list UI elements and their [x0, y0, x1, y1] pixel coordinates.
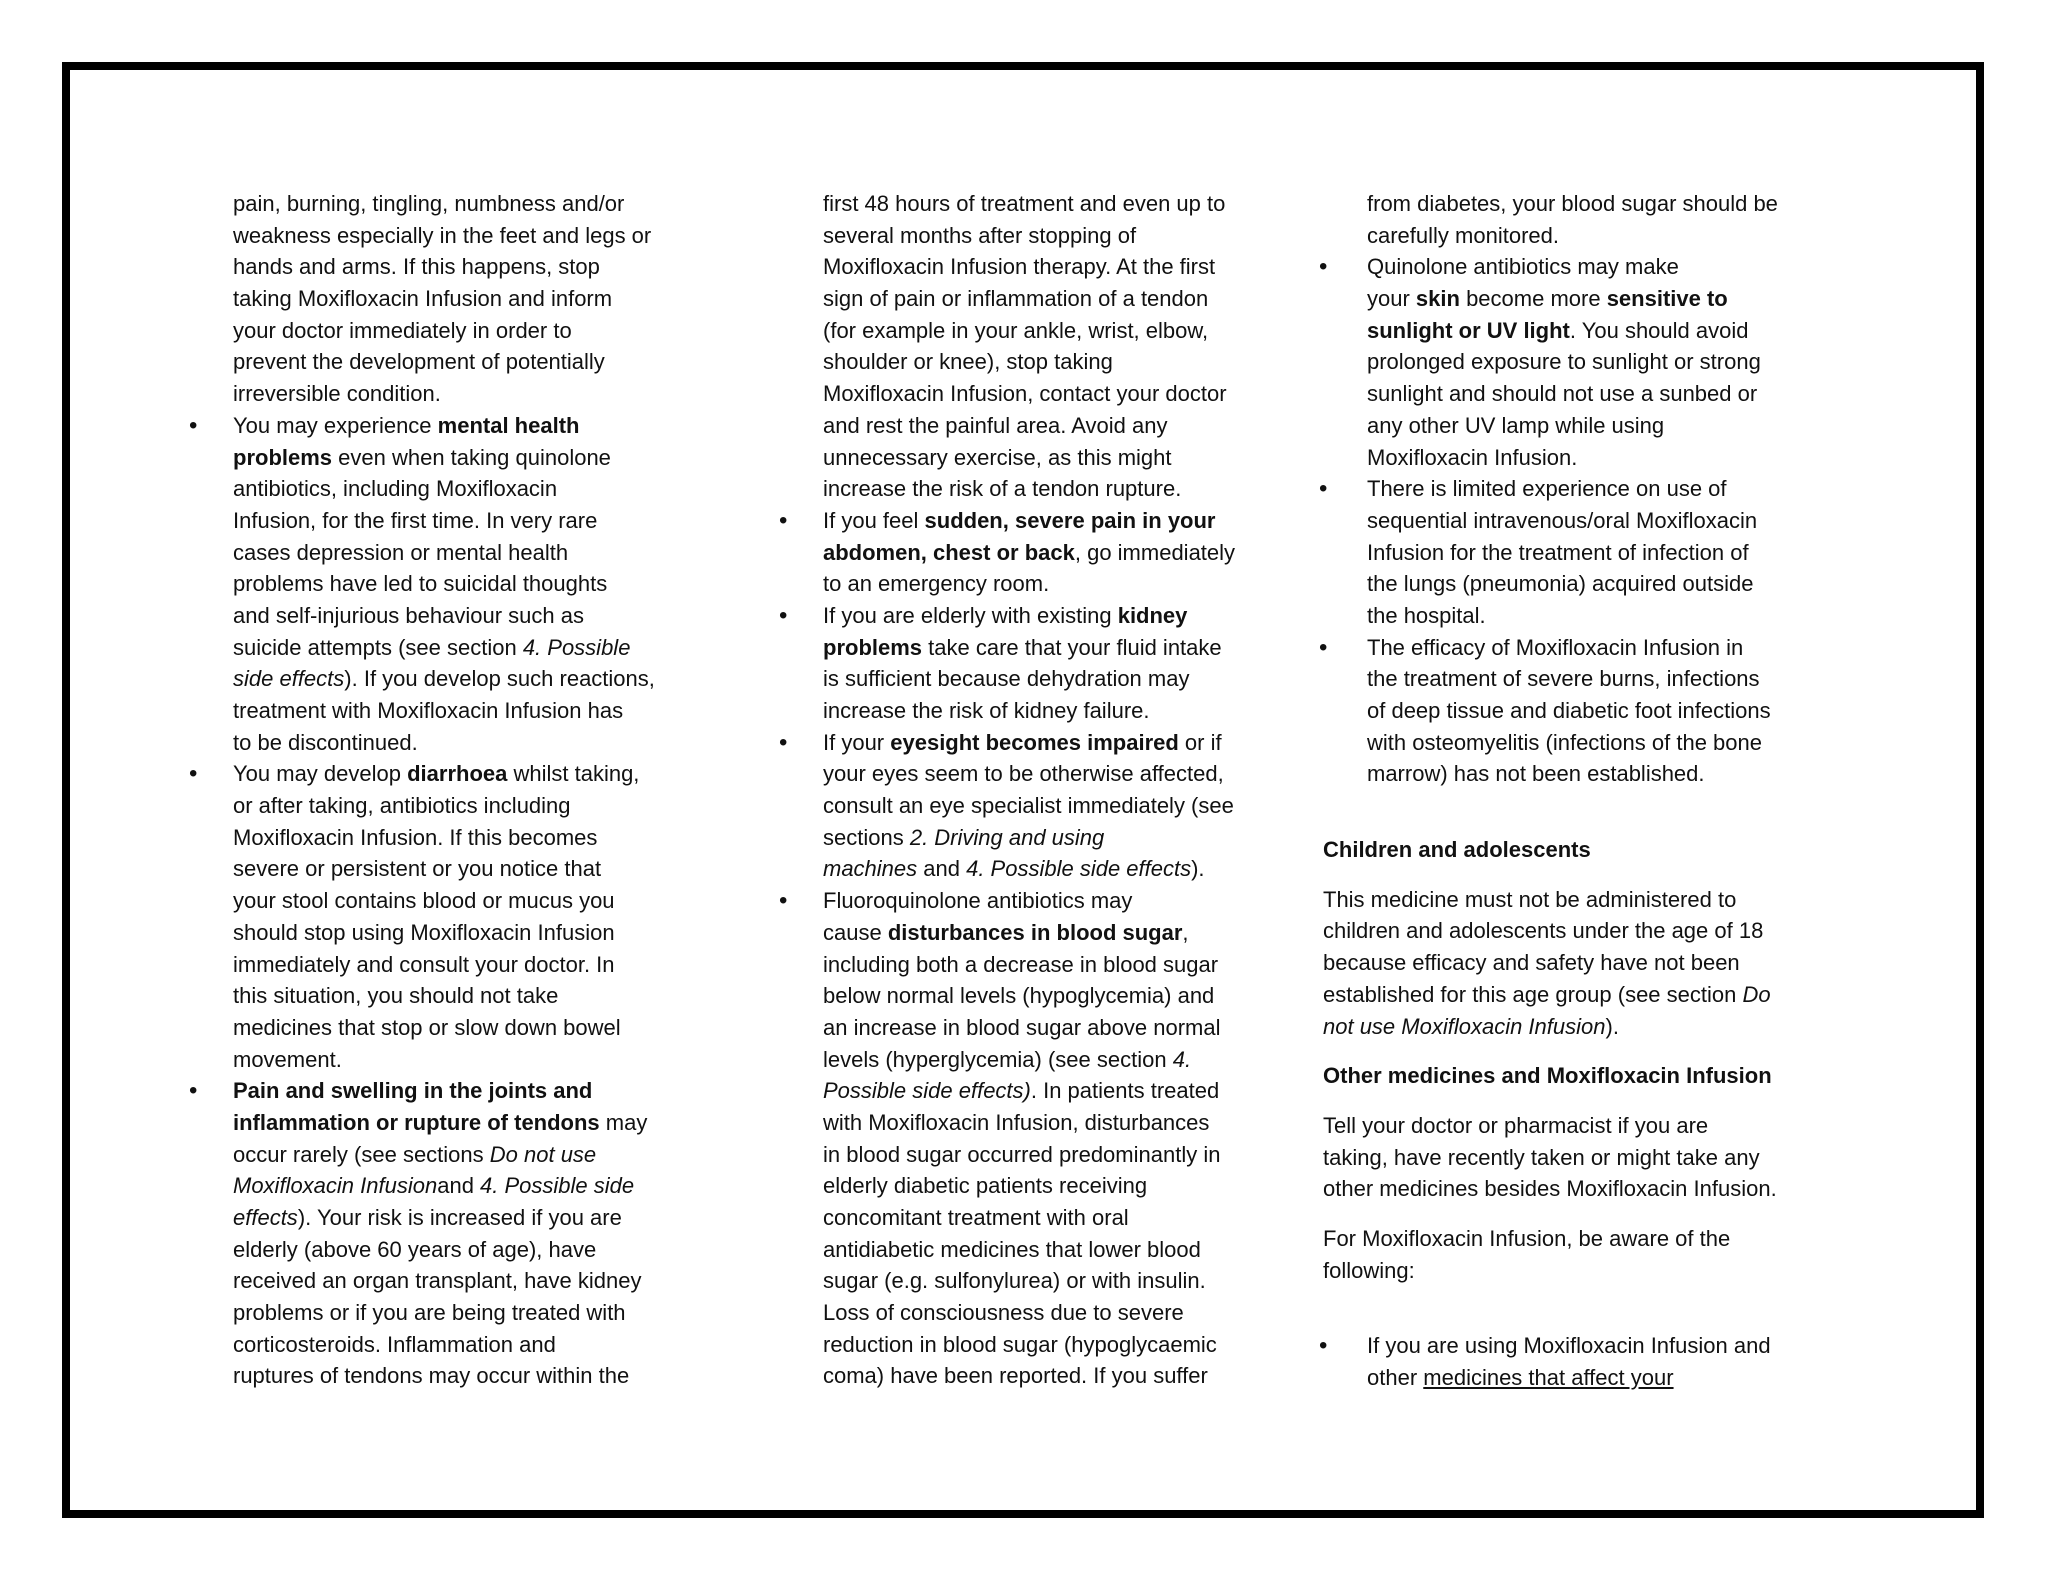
text-line	[1367, 758, 1877, 790]
text-run: an increase in blood sugar above normal	[823, 1014, 1221, 1040]
text-run: sequential intravenous/oral Moxifloxacin	[1367, 507, 1758, 533]
spacer	[1367, 866, 1877, 884]
text-run: sudden, severe pain in your	[924, 507, 1216, 533]
text-line	[233, 1329, 683, 1361]
bullet-line	[233, 410, 683, 442]
text-line	[1367, 695, 1877, 727]
text-line	[233, 917, 683, 949]
column-left	[233, 188, 683, 1392]
text-line	[1367, 568, 1877, 600]
text-run: Fluoroquinolone antibiotics may	[823, 888, 1133, 914]
text-run: in blood sugar occurred predominantly in	[823, 1141, 1221, 1167]
paragraph-line	[1323, 1060, 1877, 1092]
text-run: Moxifloxacin Infusion	[233, 1173, 438, 1199]
text-run: your doctor immediately in order to	[233, 317, 572, 343]
text-line	[233, 1265, 683, 1297]
text-line	[1367, 1362, 1877, 1394]
text-line	[823, 442, 1283, 474]
text-line	[823, 1265, 1283, 1297]
text-line	[1367, 315, 1877, 347]
text-run: and	[917, 856, 967, 882]
text-run: should stop using Moxifloxacin Infusion	[233, 919, 615, 945]
text-line	[233, 442, 683, 474]
text-line	[823, 980, 1283, 1012]
text-run: become more	[1459, 286, 1607, 312]
text-run: following:	[1323, 1257, 1415, 1283]
text-line	[823, 632, 1283, 664]
spacer	[1367, 1286, 1877, 1330]
text-run: ruptures of tendons may occur within the	[233, 1363, 630, 1389]
text-run: Infusion for the treatment of infection of	[1367, 539, 1749, 565]
text-run: ). If you develop such reactions,	[344, 666, 655, 692]
text-line	[823, 1297, 1283, 1329]
text-run: take care that your fluid intake	[922, 634, 1222, 660]
text-run: This medicine must not be administered to	[1323, 886, 1737, 912]
text-run: The efficacy of Moxifloxacin Infusion in	[1367, 634, 1744, 660]
text-line	[1367, 346, 1877, 378]
text-run: treatment with Moxifloxacin Infusion has	[233, 698, 624, 723]
text-run: elderly diabetic patients receiving	[823, 1173, 1148, 1199]
text-run: medicines that stop or slow down bowel	[233, 1014, 621, 1040]
text-run: with Moxifloxacin Infusion, disturbances	[823, 1109, 1210, 1135]
text-line	[233, 853, 683, 885]
text-line	[233, 1170, 683, 1202]
bullet-line	[1367, 632, 1877, 664]
text-line	[823, 1012, 1283, 1044]
text-run: occur rarely (see sections	[233, 1141, 490, 1167]
text-run: corticosteroids. Inflammation and	[233, 1331, 556, 1357]
text-line	[233, 790, 683, 822]
text-line	[823, 410, 1283, 442]
text-run: Quinolone antibiotics may make	[1367, 254, 1679, 280]
text-run: Do not use	[489, 1141, 597, 1167]
text-run: weakness especially in the feet and legs or	[233, 222, 652, 248]
text-run: Children and adolescents	[1323, 837, 1591, 863]
text-line	[233, 220, 683, 252]
text-line	[823, 790, 1283, 822]
text-line	[823, 1170, 1283, 1202]
bullet-line	[1367, 473, 1877, 505]
spacer	[1367, 1205, 1877, 1223]
paragraph-line	[1323, 1110, 1877, 1142]
text-run: your stool contains blood or mucus you	[233, 888, 615, 914]
text-line	[823, 378, 1283, 410]
text-line	[1367, 188, 1877, 220]
text-line	[233, 822, 683, 854]
text-run: or if	[1178, 729, 1222, 755]
text-line	[823, 1202, 1283, 1234]
text-run: shoulder or knee), stop taking	[823, 349, 1113, 375]
text-run: , go immediately	[1074, 539, 1236, 565]
paragraph-line	[1323, 1173, 1877, 1205]
text-line	[823, 188, 1283, 220]
bullet-line	[823, 505, 1283, 537]
text-line	[233, 251, 683, 283]
paragraph-line	[1323, 1142, 1877, 1174]
text-run: eyesight becomes impaired	[890, 729, 1179, 755]
bullet-line	[823, 885, 1283, 917]
text-line	[823, 568, 1283, 600]
text-run: to be discontinued.	[233, 729, 418, 755]
text-run: If your	[823, 729, 891, 755]
text-line	[823, 663, 1283, 695]
text-run: 4. Possible	[522, 634, 631, 660]
text-run: skin	[1415, 286, 1460, 312]
text-run: Infusion, for the first time. In very rare	[233, 507, 598, 533]
text-run: Moxifloxacin Infusion.	[1367, 444, 1578, 470]
text-run: ). Your risk is increased if you are	[297, 1205, 622, 1230]
text-line	[233, 568, 683, 600]
text-run: Moxifloxacin Infusion. If this becomes	[233, 824, 598, 850]
text-run: For Moxifloxacin Infusion, be aware of the	[1323, 1225, 1731, 1251]
text-line	[233, 600, 683, 632]
text-line	[823, 695, 1283, 727]
text-line	[823, 917, 1283, 949]
text-run: medicines that affect your	[1423, 1365, 1674, 1390]
text-line	[1367, 505, 1877, 537]
text-run: prolonged exposure to sunlight or strong	[1367, 349, 1761, 375]
paragraph-line	[1323, 1223, 1877, 1255]
text-run: severe or persistent or you notice that	[233, 856, 602, 882]
text-run: reduction in blood sugar (hypoglycaemic	[823, 1331, 1217, 1357]
text-run: Loss of consciousness due to severe	[823, 1300, 1184, 1326]
text-run: Moxifloxacin Infusion therapy. At the first	[823, 254, 1216, 280]
text-run: 4. Possible side effects	[966, 856, 1192, 882]
text-run: sections	[823, 824, 910, 850]
bullet-line	[1367, 251, 1877, 283]
text-line	[233, 1202, 683, 1234]
text-run: taking Moxifloxacin Infusion and inform	[233, 286, 613, 312]
bullet-line	[1367, 1330, 1877, 1362]
text-run: increase the risk of a tendon rupture.	[823, 476, 1182, 502]
text-run: even when taking quinolone	[332, 444, 611, 470]
text-run: side effects	[233, 666, 345, 692]
text-run: movement.	[233, 1046, 342, 1072]
text-run: You may develop	[233, 761, 408, 787]
text-run: diarrhoea	[407, 761, 508, 787]
text-run: Pain and swelling in the joints and	[233, 1078, 593, 1104]
bullet-line	[823, 600, 1283, 632]
text-line	[233, 1360, 683, 1392]
text-run: this situation, you should not take	[233, 983, 559, 1009]
text-run: consult an eye specialist immediately (see	[823, 793, 1234, 819]
text-line	[233, 1297, 683, 1329]
text-run: ,	[1182, 919, 1189, 945]
text-line	[1367, 663, 1877, 695]
text-run: taking, have recently taken or might take any	[1323, 1144, 1760, 1170]
text-run: Tell your doctor or pharmacist if you are	[1323, 1112, 1709, 1138]
text-run: your	[1367, 286, 1416, 312]
text-line	[1367, 537, 1877, 569]
text-line	[1367, 220, 1877, 252]
text-run: You may experience	[233, 412, 438, 438]
text-line	[233, 663, 683, 695]
text-run: and	[437, 1173, 481, 1199]
text-run: elderly (above 60 years of age), have	[233, 1236, 597, 1262]
text-run: . In patients treated	[1030, 1078, 1220, 1104]
text-line	[823, 949, 1283, 981]
text-line	[823, 1329, 1283, 1361]
text-run: cases depression or mental health	[233, 539, 569, 565]
text-line	[233, 1012, 683, 1044]
text-run: and rest the painful area. Avoid any	[823, 412, 1168, 438]
text-run: abdomen, chest or back	[823, 539, 1075, 565]
paragraph-line	[1323, 1011, 1877, 1043]
text-line	[1367, 727, 1877, 759]
text-line	[823, 1139, 1283, 1171]
text-run: hands and arms. If this happens, stop	[233, 254, 600, 280]
text-line	[823, 1107, 1283, 1139]
text-run: with osteomyelitis (infections of the bone	[1367, 729, 1762, 755]
text-run: Other medicines and Moxifloxacin Infusion	[1323, 1063, 1772, 1089]
text-run: below normal levels (hypoglycemia) and	[823, 983, 1215, 1009]
text-run: sensitive to	[1606, 286, 1728, 312]
text-run: cause	[823, 919, 888, 945]
text-run: your eyes seem to be otherwise affected,	[823, 761, 1224, 787]
spacer	[1367, 1092, 1877, 1110]
text-line	[233, 1044, 683, 1076]
text-run: levels (hyperglycemia) (see section	[823, 1046, 1173, 1072]
text-run: the treatment of severe burns, infections	[1367, 666, 1760, 692]
text-run: children and adolescents under the age of 18	[1323, 918, 1764, 944]
text-line	[233, 537, 683, 569]
text-run: because efficacy and safety have not been	[1323, 950, 1740, 976]
text-line	[823, 220, 1283, 252]
text-run: increase the risk of kidney failure.	[823, 698, 1150, 723]
text-run: and self-injurious behaviour such as	[233, 602, 584, 628]
text-line	[233, 980, 683, 1012]
text-run: Possible side effects)	[823, 1078, 1031, 1104]
text-line	[1367, 600, 1877, 632]
text-run: If you are using Moxifloxacin Infusion and	[1367, 1333, 1771, 1359]
column-right	[1323, 188, 1877, 1394]
text-run: prevent the development of potentially	[233, 349, 605, 375]
paragraph-line	[1323, 1255, 1877, 1287]
text-run: 2. Driving and using	[909, 824, 1105, 850]
text-run: received an organ transplant, have kidney	[233, 1268, 642, 1294]
text-line	[1367, 410, 1877, 442]
text-line	[233, 346, 683, 378]
text-run: to an emergency room.	[823, 571, 1050, 597]
text-line	[823, 1044, 1283, 1076]
text-run: other medicines besides Moxifloxacin Infusion.	[1323, 1176, 1777, 1202]
text-run: carefully monitored.	[1367, 222, 1559, 248]
text-run: sunlight or UV light	[1367, 317, 1570, 343]
text-run: marrow) has not been established.	[1367, 761, 1705, 787]
text-line	[823, 822, 1283, 854]
text-run: whilst taking,	[507, 761, 640, 787]
text-line	[233, 315, 683, 347]
text-run: problems have led to suicidal thoughts	[233, 571, 608, 597]
text-line	[823, 758, 1283, 790]
text-run: including both a decrease in blood sugar	[823, 951, 1219, 977]
text-run: sign of pain or inflammation of a tendon	[823, 286, 1209, 312]
text-line	[233, 1107, 683, 1139]
text-line	[233, 378, 683, 410]
text-run: the lungs (pneumonia) acquired outside	[1367, 571, 1754, 597]
text-run: of deep tissue and diabetic foot infections	[1367, 698, 1771, 723]
text-run: pain, burning, tingling, numbness and/or	[233, 191, 625, 216]
text-run: (for example in your ankle, wrist, elbow,	[823, 317, 1209, 343]
text-run: suicide attempts (see section	[233, 634, 523, 660]
text-run: Do	[1742, 981, 1771, 1007]
bullet-line	[823, 727, 1283, 759]
text-line	[1367, 442, 1877, 474]
text-line	[823, 251, 1283, 283]
text-line	[233, 283, 683, 315]
text-run: 4. Possible side	[480, 1173, 635, 1199]
text-line	[233, 632, 683, 664]
text-line	[233, 188, 683, 220]
text-run: unnecessary exercise, as this might	[823, 444, 1172, 470]
text-run: If you are elderly with existing	[823, 602, 1118, 628]
text-run: sunlight and should not use a sunbed or	[1367, 381, 1758, 407]
paragraph-line	[1323, 915, 1877, 947]
text-run: irreversible condition.	[233, 381, 441, 407]
text-line	[823, 1075, 1283, 1107]
column-middle	[823, 188, 1283, 1392]
text-run: problems	[823, 634, 923, 660]
text-line	[233, 727, 683, 759]
text-line	[823, 283, 1283, 315]
text-line	[823, 473, 1283, 505]
text-run: immediately and consult your doctor. In	[233, 951, 615, 977]
text-run: Moxifloxacin Infusion, contact your doctor	[823, 381, 1227, 407]
text-run: mental health	[437, 412, 580, 438]
text-run: . You should avoid	[1569, 317, 1749, 343]
text-run: problems or if you are being treated with	[233, 1300, 626, 1326]
text-line	[823, 1234, 1283, 1266]
text-run: If you feel	[823, 507, 925, 533]
text-run: There is limited experience on use of	[1367, 476, 1727, 502]
text-run: effects	[233, 1205, 298, 1230]
text-line	[823, 346, 1283, 378]
text-run: established for this age group (see section	[1323, 981, 1743, 1007]
bullet-line	[233, 1075, 683, 1107]
paragraph-line	[1323, 834, 1877, 866]
text-run: antibiotics, including Moxifloxacin	[233, 476, 558, 502]
text-line	[823, 853, 1283, 885]
text-run: several months after stopping of	[823, 222, 1137, 248]
text-run: machines	[823, 856, 918, 882]
text-run: concomitant treatment with oral	[823, 1205, 1129, 1230]
text-run: the hospital.	[1367, 602, 1486, 628]
spacer	[1367, 1042, 1877, 1060]
text-run: may	[599, 1109, 648, 1135]
text-run: inflammation or rupture of tendons	[233, 1109, 600, 1135]
text-line	[233, 473, 683, 505]
text-run: other	[1367, 1365, 1424, 1390]
text-run: is sufficient because dehydration may	[823, 666, 1190, 692]
text-line	[233, 1139, 683, 1171]
text-run: problems	[233, 444, 333, 470]
paragraph-line	[1323, 979, 1877, 1011]
text-run: any other UV lamp while using	[1367, 412, 1665, 438]
text-line	[823, 537, 1283, 569]
text-run: ).	[1605, 1013, 1619, 1039]
text-run: disturbances in blood sugar	[887, 919, 1183, 945]
text-line	[233, 885, 683, 917]
spacer	[1367, 790, 1877, 834]
text-line	[823, 1360, 1283, 1392]
text-line	[823, 315, 1283, 347]
text-run: 4.	[1172, 1046, 1192, 1072]
text-run: antidiabetic medicines that lower blood	[823, 1236, 1201, 1262]
bullet-line	[233, 758, 683, 790]
text-line	[1367, 283, 1877, 315]
paragraph-line	[1323, 947, 1877, 979]
text-line	[233, 1234, 683, 1266]
text-line	[233, 505, 683, 537]
text-run: from diabetes, your blood sugar should be	[1367, 191, 1778, 216]
paragraph-line	[1323, 884, 1877, 916]
text-run: kidney	[1117, 602, 1188, 628]
text-run: first 48 hours of treatment and even up to	[823, 191, 1226, 216]
text-line	[1367, 378, 1877, 410]
text-run: ).	[1191, 856, 1205, 882]
text-run: coma) have been reported. If you suffer	[823, 1363, 1208, 1389]
text-run: not use Moxifloxacin Infusion	[1323, 1013, 1606, 1039]
text-run: sugar (e.g. sulfonylurea) or with insulin.	[823, 1268, 1206, 1294]
text-line	[233, 949, 683, 981]
text-line	[233, 695, 683, 727]
text-run: or after taking, antibiotics including	[233, 793, 571, 819]
